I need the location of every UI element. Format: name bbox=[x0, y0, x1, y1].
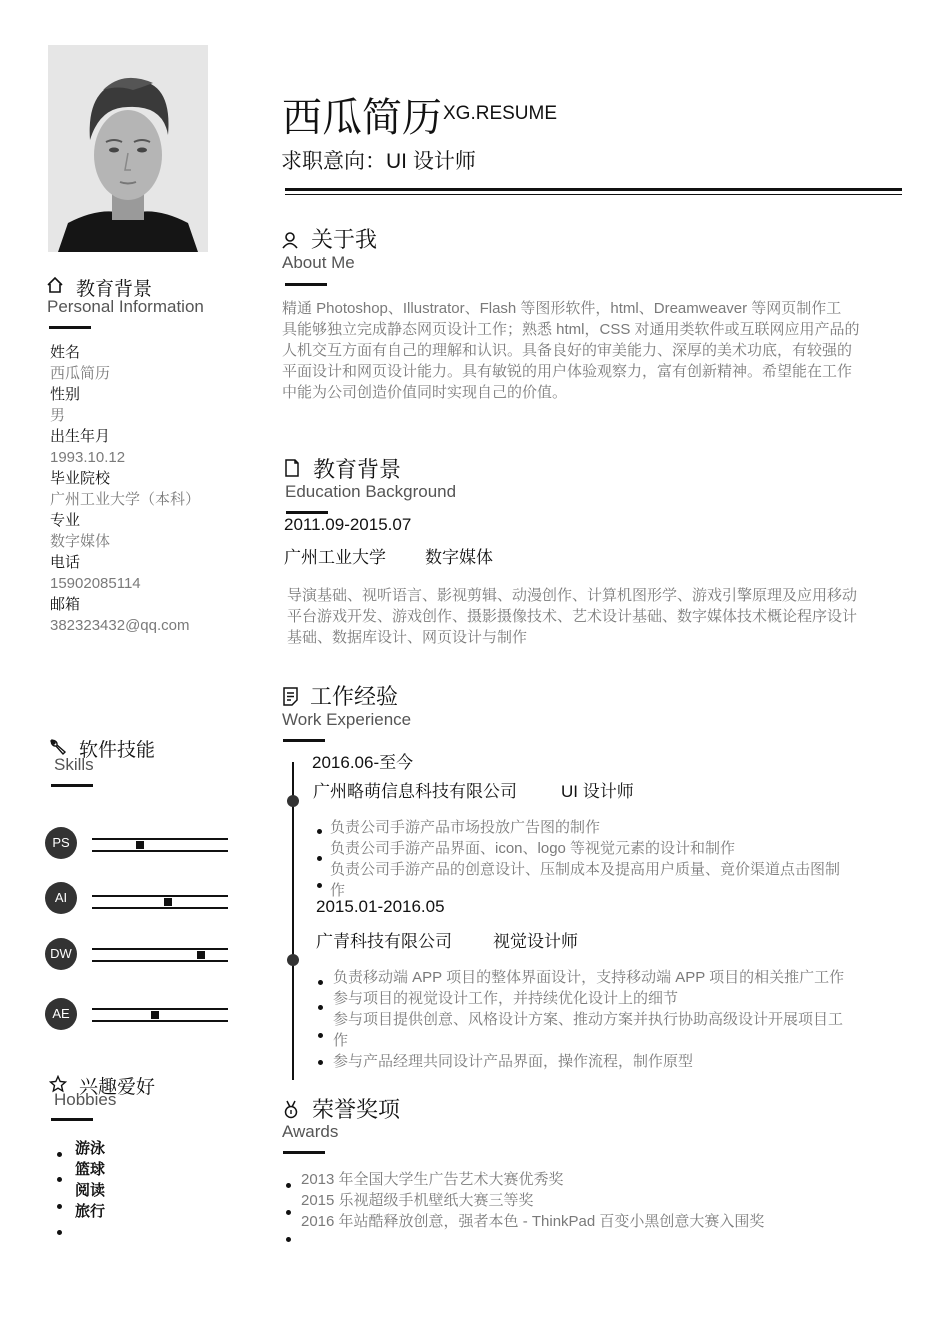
education-section-title: 教育背景 bbox=[313, 457, 402, 482]
bullet-dot bbox=[57, 1152, 62, 1157]
bullet-dot bbox=[318, 980, 323, 985]
section-divider bbox=[49, 326, 91, 329]
book-icon bbox=[284, 459, 300, 477]
bullet-dot bbox=[318, 1033, 323, 1038]
list-item: 作 bbox=[330, 882, 346, 899]
field-value: 1993.10.12 bbox=[50, 449, 126, 466]
resume-name: 西瓜简历 bbox=[282, 96, 442, 140]
skill-badge-dw: DW bbox=[45, 938, 77, 970]
skill-level-marker bbox=[136, 841, 144, 849]
medal-icon bbox=[283, 1099, 299, 1119]
personal-section-title: 教育背景 bbox=[76, 279, 153, 300]
header-divider bbox=[285, 188, 902, 191]
section-divider bbox=[285, 283, 327, 286]
bullet-dot bbox=[57, 1230, 62, 1235]
work-section-subtitle: Work Experience bbox=[282, 710, 412, 729]
list-item: 参与产品经理共同设计产品界面，操作流程，制作原型 bbox=[333, 1053, 694, 1070]
timeline-dot bbox=[287, 795, 299, 807]
skill-badge-ai: AI bbox=[45, 882, 77, 914]
field-label: 专业 bbox=[50, 512, 81, 529]
list-item: 负责公司手游产品界面、icon、logo 等视觉元素的设计和制作 bbox=[330, 840, 736, 857]
bullet-dot bbox=[57, 1177, 62, 1182]
text-line: 导演基础、视听语言、影视剪辑、动漫创作、计算机图形学、游戏引擎原理及应用移动 bbox=[287, 587, 858, 604]
job-position: UI 设计师 bbox=[561, 782, 634, 801]
list-item: 负责公司手游产品市场投放广告图的制作 bbox=[330, 819, 601, 836]
personal-section-subtitle: Personal Information bbox=[47, 297, 204, 316]
bullet-dot bbox=[318, 1005, 323, 1010]
awards-section-title: 荣誉奖项 bbox=[312, 1097, 401, 1122]
skill-bar-ai bbox=[92, 895, 228, 909]
text-line: 平台游戏开发、游戏创作、摄影摄像技术、艺术设计基础、数字媒体技术概论程序设计 bbox=[287, 608, 858, 625]
text-line: 平面设计和网页设计能力。具有敏锐的用户体验观察力，富有创新精神。希望能在工作 bbox=[282, 363, 853, 380]
field-value: 男 bbox=[50, 407, 66, 424]
text-line: 基础、数据库设计、网页设计与制作 bbox=[287, 629, 528, 646]
job-intent: 求职意向：UI 设计师 bbox=[281, 150, 476, 173]
tools-icon bbox=[48, 737, 68, 757]
field-label: 姓名 bbox=[50, 344, 81, 361]
bullet-dot bbox=[318, 1060, 323, 1065]
job-duties bbox=[330, 817, 910, 901]
list-item: 参与项目的视觉设计工作，并持续优化设计上的细节 bbox=[333, 990, 679, 1007]
home-icon bbox=[46, 276, 64, 294]
about-paragraph bbox=[282, 298, 907, 403]
field-value: 382323432@qq.com bbox=[50, 617, 190, 634]
list-item: 负责公司手游产品的创意设计、压制成本及提高用户质量、竟价渠道点击图制 bbox=[330, 861, 841, 878]
resume-name-en: XG.RESUME bbox=[443, 103, 558, 124]
education-courses bbox=[287, 585, 912, 648]
text-line: 中能为公司创造价值同时实现自己的价值。 bbox=[282, 384, 568, 401]
education-major: 数字媒体 bbox=[425, 548, 493, 567]
hobbies-section-subtitle: Hobbies bbox=[54, 1090, 117, 1109]
skill-level-marker bbox=[151, 1011, 159, 1019]
skill-bar-dw bbox=[92, 948, 228, 962]
job-period: 2015.01-2016.05 bbox=[316, 897, 445, 916]
profile-photo bbox=[48, 45, 208, 252]
list-item: 2015 乐视超级手机壁纸大赛三等奖 bbox=[301, 1192, 534, 1209]
skills-section-subtitle: Skills bbox=[54, 755, 94, 774]
skill-bar-ps bbox=[92, 838, 228, 852]
skill-level-marker bbox=[197, 951, 205, 959]
awards-list bbox=[301, 1169, 901, 1232]
section-divider bbox=[283, 1151, 325, 1154]
skill-level-marker bbox=[164, 898, 172, 906]
text-line: 具能够独立完成静态网页设计工作；熟悉 html，CSS 对通用类软件或互联网应用产品的 bbox=[282, 321, 860, 338]
field-value: 15902085114 bbox=[50, 575, 141, 592]
section-divider bbox=[51, 784, 93, 787]
education-period: 2011.09-2015.07 bbox=[284, 515, 412, 534]
list-item bbox=[55, 1138, 105, 1159]
education-school: 广州工业大学 bbox=[284, 548, 386, 567]
list-item: 参与项目提供创意、风格设计方案、推动方案并执行协助高级设计开展项目工 bbox=[333, 1011, 844, 1028]
section-divider bbox=[286, 511, 328, 514]
list-item: 2013 年全国大学生广告艺术大赛优秀奖 bbox=[301, 1171, 564, 1188]
about-section-subtitle: About Me bbox=[282, 253, 355, 272]
skills-section-title: 软件技能 bbox=[79, 740, 156, 761]
job-position: 视觉设计师 bbox=[493, 932, 578, 951]
job-duties bbox=[333, 967, 913, 1072]
list-item bbox=[55, 1180, 105, 1201]
timeline-dot bbox=[287, 954, 299, 966]
text-line: 人机交互方面有自己的理解和认识。具备良好的审美能力、深厚的美术功底，有较强的 bbox=[282, 342, 853, 359]
list-item: 2016 年站酷释放创意，强者本色 - ThinkPad 百变小黑创意大赛入围奖 bbox=[301, 1213, 765, 1230]
personal-info-list bbox=[50, 342, 250, 636]
bullet-dot bbox=[317, 856, 322, 861]
hobby-label: 篮球 bbox=[75, 1161, 106, 1178]
bullet-dot bbox=[317, 883, 322, 888]
bullet-dot bbox=[286, 1210, 291, 1215]
field-value: 广州工业大学（本科） bbox=[50, 491, 201, 508]
timeline-line bbox=[292, 762, 294, 1080]
awards-section-subtitle: Awards bbox=[282, 1122, 339, 1141]
section-divider bbox=[51, 1118, 93, 1121]
list-item: 作 bbox=[333, 1032, 349, 1049]
hobby-label: 阅读 bbox=[75, 1182, 106, 1199]
document-icon bbox=[282, 687, 299, 706]
hobby-label: 旅行 bbox=[75, 1203, 106, 1220]
section-divider bbox=[283, 739, 325, 742]
list-item bbox=[55, 1201, 105, 1222]
hobby-list bbox=[55, 1138, 105, 1222]
about-section-title: 关于我 bbox=[311, 227, 378, 252]
hobbies-section-title: 兴趣爱好 bbox=[79, 1077, 156, 1098]
education-section-subtitle: Education Background bbox=[285, 482, 457, 501]
user-icon bbox=[281, 231, 299, 249]
job-period: 2016.06-至今 bbox=[312, 753, 414, 772]
skill-badge-ps: PS bbox=[45, 827, 77, 859]
hobby-label: 游泳 bbox=[75, 1140, 106, 1157]
field-label: 邮箱 bbox=[50, 596, 81, 613]
field-value: 西瓜简历 bbox=[50, 365, 111, 382]
bullet-dot bbox=[286, 1183, 291, 1188]
field-label: 电话 bbox=[50, 554, 81, 571]
bullet-dot bbox=[317, 829, 322, 834]
header-divider-thin bbox=[285, 194, 902, 195]
job-company: 广州略萌信息科技有限公司 bbox=[313, 782, 517, 801]
list-item: 负责移动端 APP 项目的整体界面设计，支持移动端 APP 项目的相关推广工作 bbox=[333, 969, 845, 986]
field-label: 性别 bbox=[50, 386, 81, 403]
bullet-dot bbox=[286, 1237, 291, 1242]
job-company: 广青科技有限公司 bbox=[316, 932, 452, 951]
list-item bbox=[55, 1159, 105, 1180]
skill-bar-ae bbox=[92, 1008, 228, 1022]
field-value: 数字媒体 bbox=[50, 533, 111, 550]
bullet-dot bbox=[57, 1204, 62, 1209]
field-label: 出生年月 bbox=[50, 428, 111, 445]
skill-badge-ae: AE bbox=[45, 998, 77, 1030]
field-label: 毕业院校 bbox=[50, 470, 111, 487]
text-line: 精通 Photoshop、Illustrator、Flash 等图形软件，html、Dreamweaver 等网页制作工 bbox=[282, 300, 842, 317]
work-section-title: 工作经验 bbox=[310, 684, 399, 709]
